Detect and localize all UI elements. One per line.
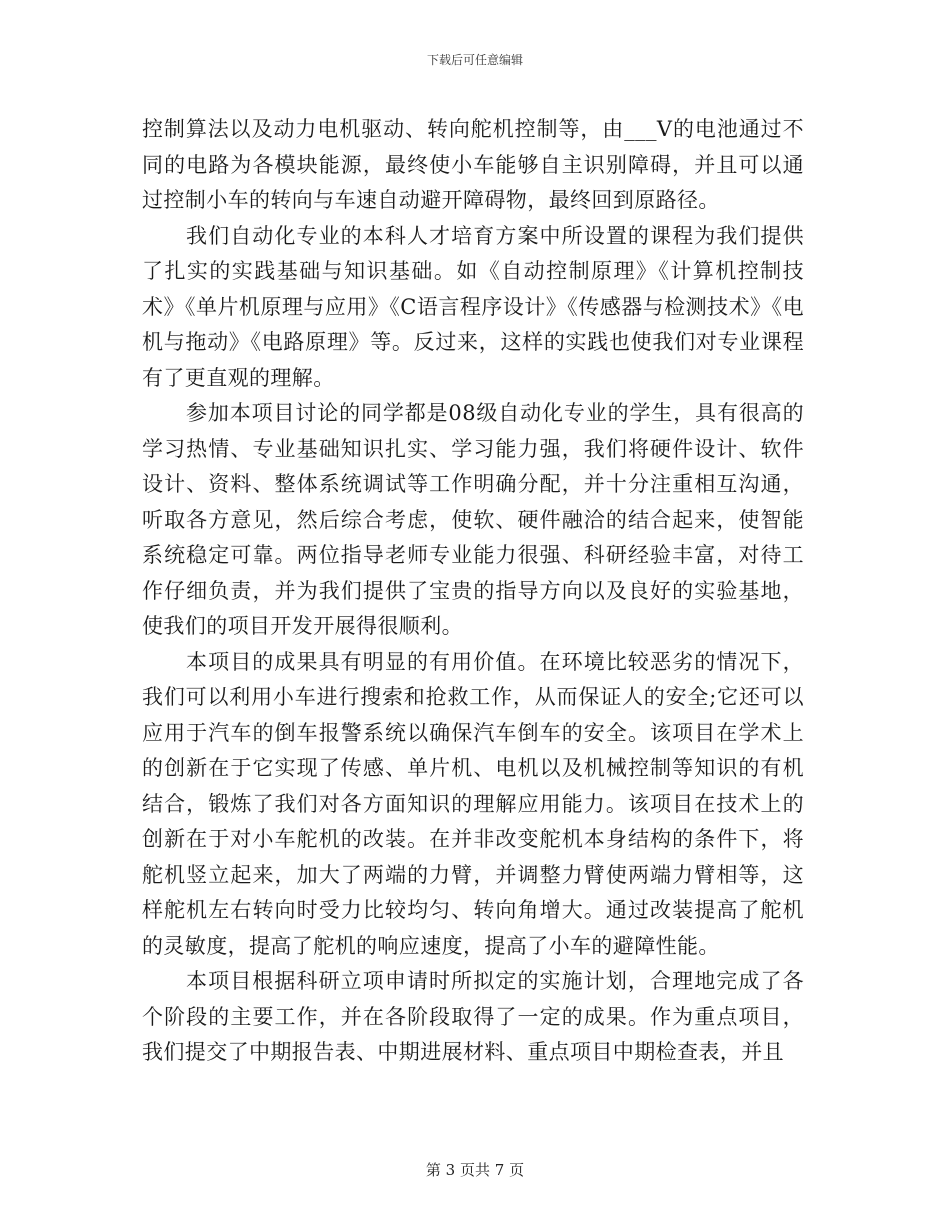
paragraph-plan: 本项目根据科研立项申请时所拟定的实施计划，合理地完成了各个阶段的主要工作，并在各阶段取得了一定的成果。作为重点项目，我们提交了中期报告表、中期进展材料、重点项目中期检查表，并且 — [142, 969, 804, 1064]
page-header: 下载后可任意编辑 — [426, 53, 523, 67]
paragraph-team: 参加本项目讨论的同学都是08级自动化专业的学生，具有很高的学习热情、专业基础知识扎实、学习能力强，我们将硬件设计、软件设计、资料、整体系统调试等工作明确分配，并十分注重相互沟通，听取各方意见，然后综合考虑，使软、硬件融洽的结合起来，使智能系统稳定可靠。两位指导老师专业能力很强、科研经验丰富，对待工作仔细负责，并为我们提供了宝贵的指导方向以及良好的实验基地，使我们的项目开发开展得很顺利。 — [142, 401, 804, 638]
paragraph-continuation: 控制算法以及动力电机驱动、转向舵机控制等，由___V的电池通过不同的电路为各模块能源，最终使小车能够自主识别障碍，并且可以通过控制小车的转向与车速自动避开障碍物，最终回到原路径。 — [142, 117, 804, 212]
paragraph-results: 本项目的成果具有明显的有用价值。在环境比较恶劣的情况下，我们可以利用小车进行搜索和抢救工作，从而保证人的安全;它还可以应用于汽车的倒车报警系统以确保汽车倒车的安全。该项目在学术上的创新在于它实现了传感、单片机、电机以及机械控制等知识的有机结合，锻炼了我们对各方面知识的理解应用能力。该项目在技术上的创新在于对小车舵机的改装。在并非改变舵机本身结构的条件下，将舵机竖立起来，加大了两端的力臂，并调整力臂使两端力臂相等，这样舵机左右转向时受力比较均匀、转向角增大。通过改装提高了舵机的灵敏度，提高了舵机的响应速度，提高了小车的避障性能。 — [142, 649, 804, 958]
document-body — [142, 112, 804, 1071]
paragraph-curriculum: 我们自动化专业的本科人才培育方案中所设置的课程为我们提供了扎实的实践基础与知识基础。如《自动控制原理》《计算机控制技术》《单片机原理与应用》《C语言程序设计》《传感器与检测技术》《电机与拖动》《电路原理》等。反过来，这样的实践也使我们对专业课程有了更直观的理解。 — [142, 223, 804, 390]
page-number: 第 3 页共 7 页 — [425, 1161, 525, 1179]
